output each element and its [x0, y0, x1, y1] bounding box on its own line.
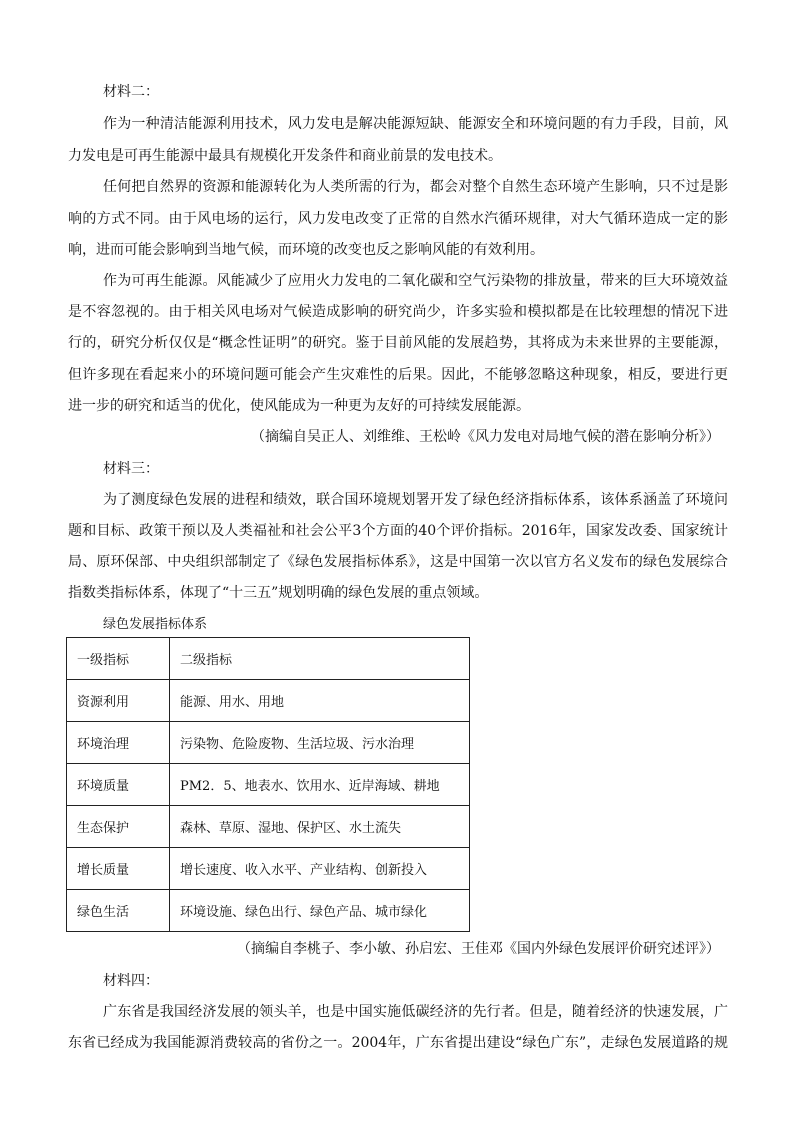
- material3-line: 局、原环保部、中央组织部制定了《绿色发展指标体系》，这是中国第一次以官方名义发布的绿色发展综合: [68, 554, 728, 570]
- material2-line: 作为可再生能源。风能减少了应用火力发电的二氧化碳和空气污染物的排放量，带来的巨大环境效益: [103, 273, 728, 289]
- material3-source: （摘编自李桃子、李小敏、孙启宏、王佳邓《国内外绿色发展评价研究述评》）: [237, 941, 720, 957]
- material4-line: 东省已经成为我国能源消费较高的省份之一。2004年，广东省提出建设“绿色广东”，走绿色发展道路的规: [68, 1035, 728, 1051]
- table-header-cell: 二级指标: [170, 638, 470, 680]
- table-cell: 资源利用: [67, 680, 170, 722]
- material2-line: 响的方式不同。由于风电场的运行，风力发电改变了正常的自然水汽循环规律，对大气循环造成一定的影: [68, 211, 728, 227]
- material4-line: 广东省是我国经济发展的领头羊，也是中国实施低碳经济的先行者。但是，随着经济的快速发展，广: [103, 1004, 728, 1020]
- table-cell: 增长速度、收入水平、产业结构、创新投入: [170, 848, 470, 890]
- material2-line: 作为一种清洁能源利用技术，风力发电是解决能源短缺、能源安全和环境问题的有力手段，目前，风: [103, 116, 728, 132]
- material2-line: 但许多现在看起来小的环境问题可能会产生灾难性的后果。因此，不能够忽略这种现象，相反，要进行更: [68, 367, 728, 383]
- material2-line: 任何把自然界的资源和能源转化为人类所需的行为，都会对整个自然生态环境产生影响，只不过是影: [103, 179, 728, 195]
- table-cell: 绿色生活: [67, 890, 170, 932]
- table-cell: 能源、用水、用地: [170, 680, 470, 722]
- material2-line: 进一步的研究和适当的优化，使风能成为一种更为友好的可持续发展能源。: [68, 398, 530, 414]
- table-caption: 绿色发展指标体系: [103, 617, 208, 632]
- indicator-table: [66, 637, 470, 932]
- table-row: [67, 722, 470, 764]
- table-cell: 环境质量: [67, 764, 170, 806]
- table-cell: 环境设施、绿色出行、绿色产品、城市绿化: [170, 890, 470, 932]
- table-cell: 森林、草原、湿地、保护区、水土流失: [170, 806, 470, 848]
- table-cell: 污染物、危险废物、生活垃圾、污水治理: [170, 722, 470, 764]
- table-header-cell: 一级指标: [67, 638, 170, 680]
- material2-source: （摘编自吴正人、刘维维、王松岭《风力发电对局地气候的潜在影响分析》）: [251, 429, 720, 445]
- material2-line: 力发电是可再生能源中最具有规模化开发条件和商业前景的发电技术。: [68, 148, 502, 164]
- table-row: [67, 764, 470, 806]
- material3-line: 题和目标、政策干预以及人类福祉和社会公平3个方面的40个评价指标。2016年，国家发改委、国家统计: [68, 523, 728, 539]
- table-row: [67, 890, 470, 932]
- table-cell: PM2．5、地表水、饮用水、近岸海域、耕地: [170, 764, 470, 806]
- material3-line: 指数类指标体系，体现了“十三五”规划明确的绿色发展的重点领域。: [68, 585, 489, 601]
- table-row: [67, 806, 470, 848]
- material2-heading: 材料二：: [103, 84, 159, 100]
- table-cell: 增长质量: [67, 848, 170, 890]
- material4-heading: 材料四：: [103, 973, 159, 989]
- table-cell: 生态保护: [67, 806, 170, 848]
- material2-line: 行的，研究分析仅仅是“概念性证明”的研究。鉴于目前风能的发展趋势，其将成为未来世界的主要能源，: [68, 335, 728, 351]
- table-row: [67, 848, 470, 890]
- material2-line: 是不容忽视的。由于相关风电场对气候造成影响的研究尚少，许多实验和模拟都是在比较理想的情况下进: [68, 304, 728, 320]
- material3-heading: 材料三：: [103, 461, 159, 477]
- table-cell: 环境治理: [67, 722, 170, 764]
- table-row: [67, 680, 470, 722]
- material2-line: 响，进而可能会影响到当地气候，而环境的改变也反之影响风能的有效利用。: [68, 242, 544, 258]
- table-header-row: [67, 638, 470, 680]
- material3-line: 为了测度绿色发展的进程和绩效，联合国环境规划署开发了绿色经济指标体系，该体系涵盖了环境问: [103, 492, 728, 508]
